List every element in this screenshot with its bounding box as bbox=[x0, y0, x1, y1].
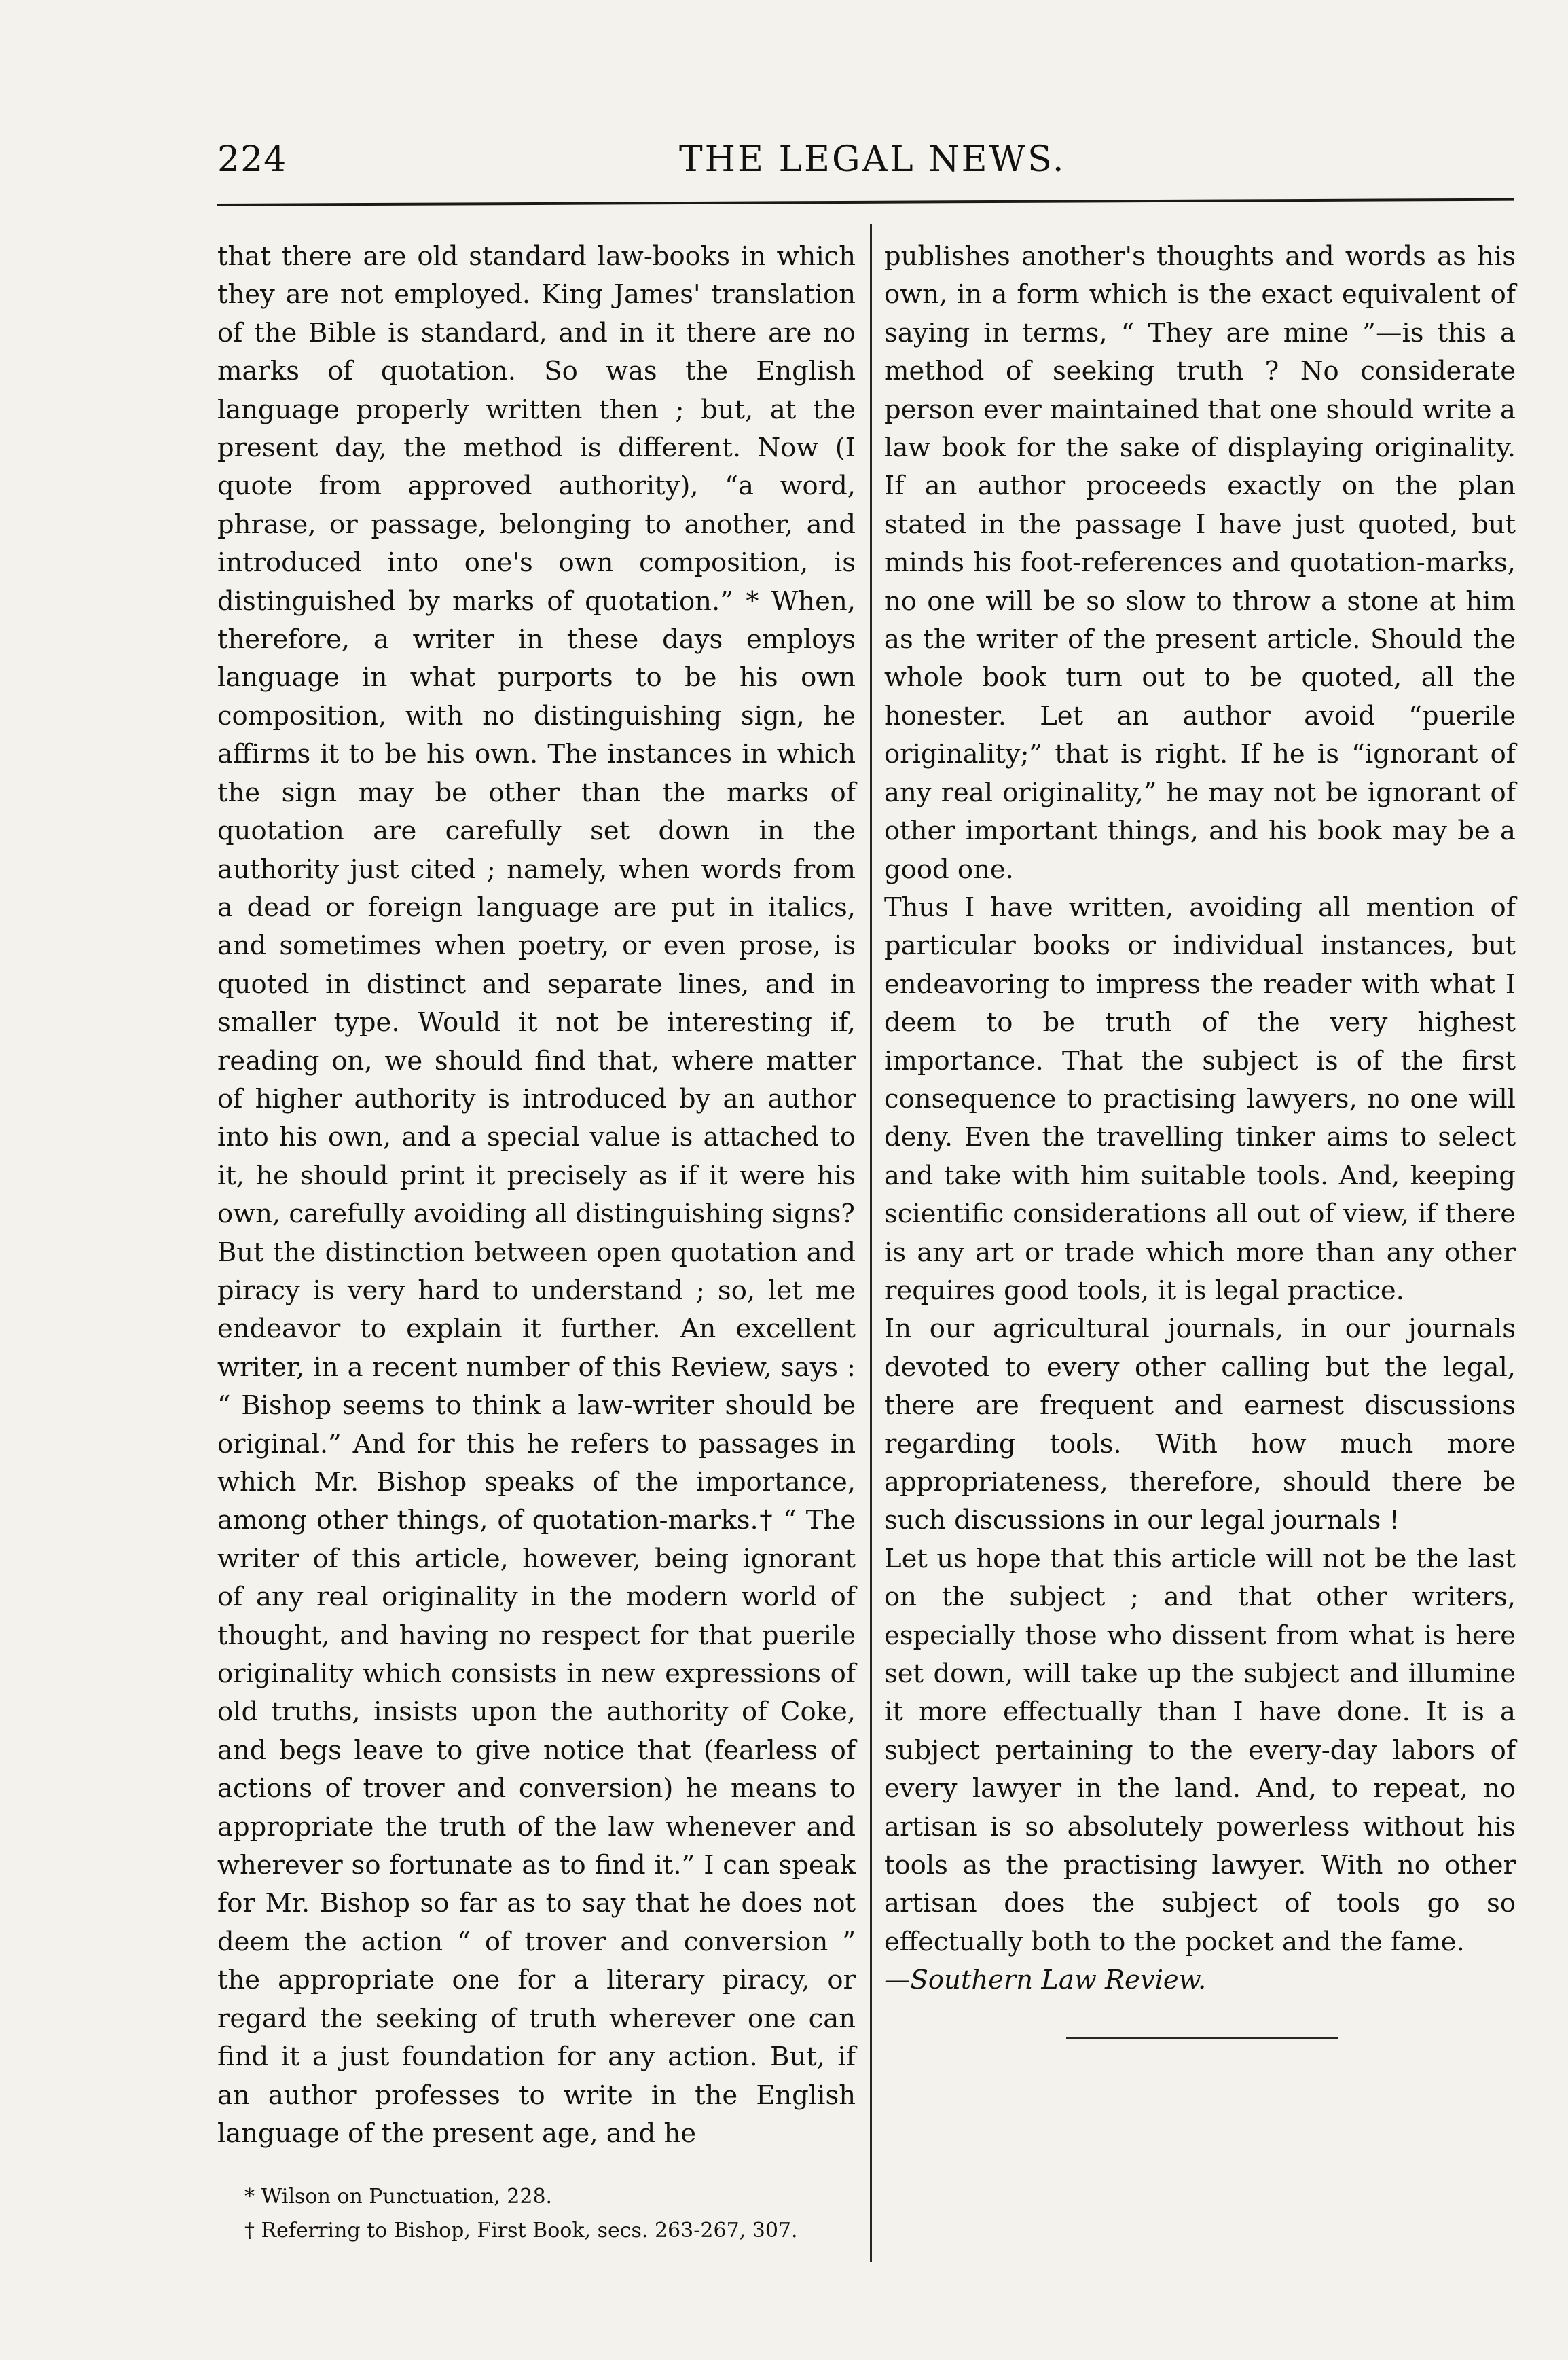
end-rule bbox=[1066, 2037, 1338, 2039]
attribution: —Southern Law Review. bbox=[884, 1965, 1207, 1996]
paragraph: In our agricultural journals, in our journals devoted to every other calling but the legal, there are frequent and earnest discussions regarding tools. With how much more appropriateness, therefore, should there be such discussions in our legal journals ! bbox=[884, 1313, 1516, 1536]
footnotes bbox=[244, 2180, 856, 2248]
footnote: † Referring to Bishop, First Book, secs. 263-267, 307. bbox=[244, 2219, 798, 2243]
left-column bbox=[217, 238, 856, 2153]
running-title: THE LEGAL NEWS. bbox=[679, 139, 1066, 180]
header-rule bbox=[217, 198, 1514, 206]
paragraph: publishes another's thoughts and words as his own, in a form which is the exact equivalent of saying in terms, “ They are mine ”—is this a method of seeking truth ? No considerate person ever maintained that one should write a law book for the sake of displaying originality. If an author proceeds exactly on the plan stated in the passage I have just quoted, but minds his foot-references and quotation-marks, no one will be so slow to throw a stone at him as the writer of the present article. Should the whole book turn out to be quoted, all the honester. Let an author avoid “puerile originality;” that is right. If he is “ignorant of any real originality,” he may not be ignorant of other important things, and his book may be a good one. bbox=[884, 241, 1516, 885]
paragraph: But the distinction between open quotation and piracy is very hard to understand ; so, let me endeavor to explain it further. An excellent writer, in a recent number of this Review, says : “ Bishop seems to think a law-writer should be original.” And for this he refers to passages in which Mr. Bishop speaks of the importance, among other things, of quotation-marks.† “ The writer of this article, however, being ignorant of any real originality in the modern world of thought, and having no respect for that puerile originality which consists in new expressions of old truths, insists upon the authority of Coke, and begs leave to give notice that (fearless of actions of trover and conversion) he means to appropriate the truth of the law whenever and wherever so fortunate as to find it.” I can speak for Mr. Bishop so far as to say that he does not deem the action “ of trover and conversion ” the appropriate one for a literary piracy, or regard the seeking of truth wherever one can find it a just foundation for any action. But, if an author professes to write in the English language of the present age, and he bbox=[217, 1237, 856, 2149]
page-number: 224 bbox=[217, 139, 287, 180]
right-column bbox=[884, 238, 1516, 2000]
column-divider bbox=[870, 224, 872, 2262]
paragraph: Thus I have written, avoiding all mention of particular books or individual instances, but endeavoring to impress the reader with what I deem to be truth of the very highest importance. That the subject is of the first consequence to practising lawyers, no one will deny. Even the travelling tinker aims to select and take with him suitable tools. And, keeping scientific considerations all out of view, if there is any art or trade which more than any other requires good tools, it is legal practice. bbox=[884, 892, 1516, 1306]
footnote: * Wilson on Punctuation, 228. bbox=[244, 2185, 553, 2209]
paragraph: Let us hope that this article will not be the last on the subject ; and that other writers, especially those who dissent from what is here set down, will take up the subject and illumine it more effectually than I have done. It is a subject pertaining to the every-day labors of every lawyer in the land. And, to repeat, no artisan is so absolutely powerless without his tools as the practising lawyer. With no other artisan does the subject of tools go so effectually both to the pocket and the fame. bbox=[884, 1543, 1516, 1957]
paragraph: that there are old standard law-books in which they are not employed. King James' translation of the Bible is standard, and in it there are no marks of quotation. So was the English language properly written then ; but, at the present day, the method is different. Now (I quote from approved authority), “a word, phrase, or passage, belonging to another, and introduced into one's own composition, is distinguished by marks of quotation.” * When, therefore, a writer in these days employs language in what purports to be his own composition, with no distinguishing sign, he affirms it to be his own. The instances in which the sign may be other than the marks of quotation are carefully set down in the authority just cited ; namely, when words from a dead or foreign language are put in italics, and sometimes when poetry, or even prose, is quoted in distinct and separate lines, and in smaller type. Would it not be interesting if, reading on, we should find that, where matter of higher authority is introduced by an author into his own, and a special value is attached to it, he should print it precisely as if it were his own, carefully avoiding all distinguishing signs? bbox=[217, 241, 856, 1230]
page-header bbox=[217, 139, 1508, 194]
